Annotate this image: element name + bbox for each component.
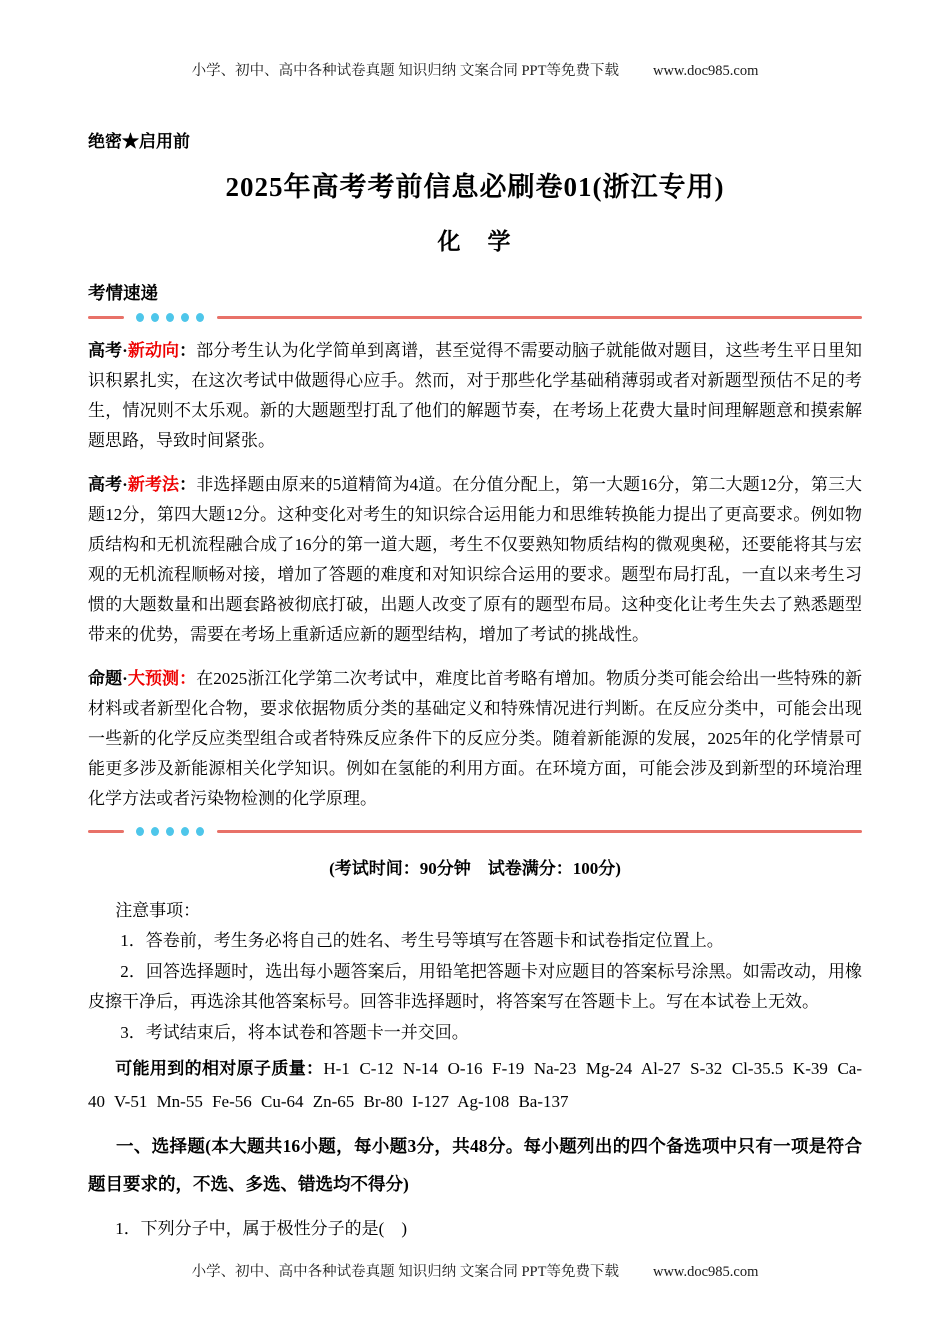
paragraph-colon: ： — [179, 475, 197, 494]
header-links-text: 小学、初中、高中各种试卷真题 知识归纳 文案合同 PPT等免费下载 — [191, 63, 619, 79]
section-one-heading: 一、选择题(本大题共16小题，每小题3分，共48分。每小题列出的四个备选项中只有一项是符合题目要求的，不选、多选、错选均不得分) — [88, 1136, 862, 1194]
divider-dot — [151, 313, 159, 322]
decorative-divider-bottom — [88, 826, 862, 836]
divider-dot — [166, 313, 174, 322]
page-footer — [88, 1263, 862, 1281]
paper-title: 2025年高考考前信息必刷卷01(浙江专用) — [225, 172, 725, 202]
divider-line-short — [88, 316, 124, 319]
note-item-3: 3．考试结束后，将本试卷和答题卡一并交回。 — [120, 1022, 469, 1042]
divider-dot — [181, 313, 189, 322]
paragraph-colon: ： — [179, 341, 197, 360]
paragraph-prefix: 高考· — [88, 475, 128, 494]
exam-time-score-line: (考试时间：90分钟 试卷满分：100分) — [329, 859, 621, 878]
divider-dot — [136, 827, 144, 836]
footer-site-url: www.doc985.com — [652, 1264, 759, 1280]
decorative-divider-top — [88, 312, 862, 322]
question-1: 1．下列分子中，属于极性分子的是( ) — [115, 1219, 408, 1238]
atomic-masses-line — [88, 1052, 862, 1118]
divider-dot — [181, 827, 189, 836]
divider-line-long — [217, 316, 862, 319]
paragraph-body: 部分考生认为化学简单到离谱，甚至觉得不需要动脑子就能做对题目，这些考生平日里知识积累扎实，在这次考试中做题得心应手。然而，对于那些化学基础稍薄弱或者对新题型预估不足的考生，情况则不太乐观。新的大题题型打乱了他们的解题节奏，在考场上花费大量时间理解题意和摸索解题思路，导致时间紧张。 — [88, 341, 863, 450]
atomic-masses-label: 可能用到的相对原子质量： — [115, 1059, 324, 1078]
notes-title: 注意事项： — [115, 901, 201, 920]
header-site-url: www.doc985.com — [652, 63, 759, 79]
divider-line-long — [217, 830, 862, 833]
footer-links-text: 小学、初中、高中各种试卷真题 知识归纳 文案合同 PPT等免费下载 — [191, 1264, 619, 1280]
paragraph-highlight: 新动向 — [127, 341, 180, 360]
subject-title: 化 学 — [437, 229, 513, 254]
divider-line-short — [88, 830, 124, 833]
paragraph-highlight: 新考法 — [127, 475, 180, 494]
paragraph-body: 在2025浙江化学第二次考试中，难度比首考略有增加。物质分类可能会给出一些特殊的新材料或者新型化合物，要求依据物质分类的基础定义和特殊情况进行判断。在反应分类中，可能会出现一些新的化学反应类型组合或者特殊反应条件下的反应分类。随着新能源的发展，2025年的化学情景可能更多涉及新能源相关化学知识。例如在氢能的利用方面。在环境方面，可能会涉及到新型的环境治理化学方法或者污染物检测的化学原理。 — [88, 669, 863, 808]
divider-dot — [151, 827, 159, 836]
paragraph-highlight: 大预测： — [127, 669, 197, 688]
exam-brief-section-title: 考情速递 — [88, 283, 158, 303]
paragraph-exam-method — [88, 470, 862, 650]
paragraph-body: 非选择题由原来的5道精简为4道。在分值分配上，第一大题16分，第二大题12分，第三大题12分，第四大题12分。这种变化对考生的知识综合运用能力和思维转换能力提出了更高要求。例如物质结构和无机流程融合成了16分的第一道大题，考生不仅要熟知物质结构的微观奥秘，还要能将其与宏观的无机流程顺畅对接，增加了答题的难度和对知识综合运用的要求。题型布局打乱，一直以来考生习惯的大题数量和出题套路被彻底打破，出题人改变了原有的题型布局。这种变化让考生失去了熟悉题型带来的优势，需要在考场上重新适应新的题型结构，增加了考试的挑战性。 — [88, 475, 863, 644]
paragraph-exam-trend — [88, 336, 862, 456]
paragraph-exam-prediction — [88, 664, 862, 814]
divider-dot — [196, 313, 204, 322]
paragraph-prefix: 命题· — [88, 669, 128, 688]
divider-dot — [196, 827, 204, 836]
atomic-masses-values: H-1 C-12 N-14 O-16 F-19 Na-23 Mg-24 Al-27 S-32 Cl-35.5 K-39 Ca-40 V-51 Mn-55 Fe-56 Cu-64 Zn-65 Br-80 I-127 Ag-108 Ba-137 — [88, 1059, 862, 1111]
paragraph-prefix: 高考· — [88, 341, 128, 360]
divider-dot — [136, 313, 144, 322]
classified-label: 绝密★启用前 — [88, 132, 190, 151]
note-item-2: 2．回答选择题时，选出每小题答案后，用铅笔把答题卡对应题目的答案标号涂黑。如需改动，用橡皮擦干净后，再选涂其他答案标号。回答非选择题时，将答案写在答题卡上。写在本试卷上无效。 — [88, 961, 862, 1011]
divider-dot — [166, 827, 174, 836]
page-header — [88, 62, 862, 80]
note-item-1: 1．答卷前，考生务必将自己的姓名、考生号等填写在答题卡和试卷指定位置上。 — [120, 931, 724, 950]
